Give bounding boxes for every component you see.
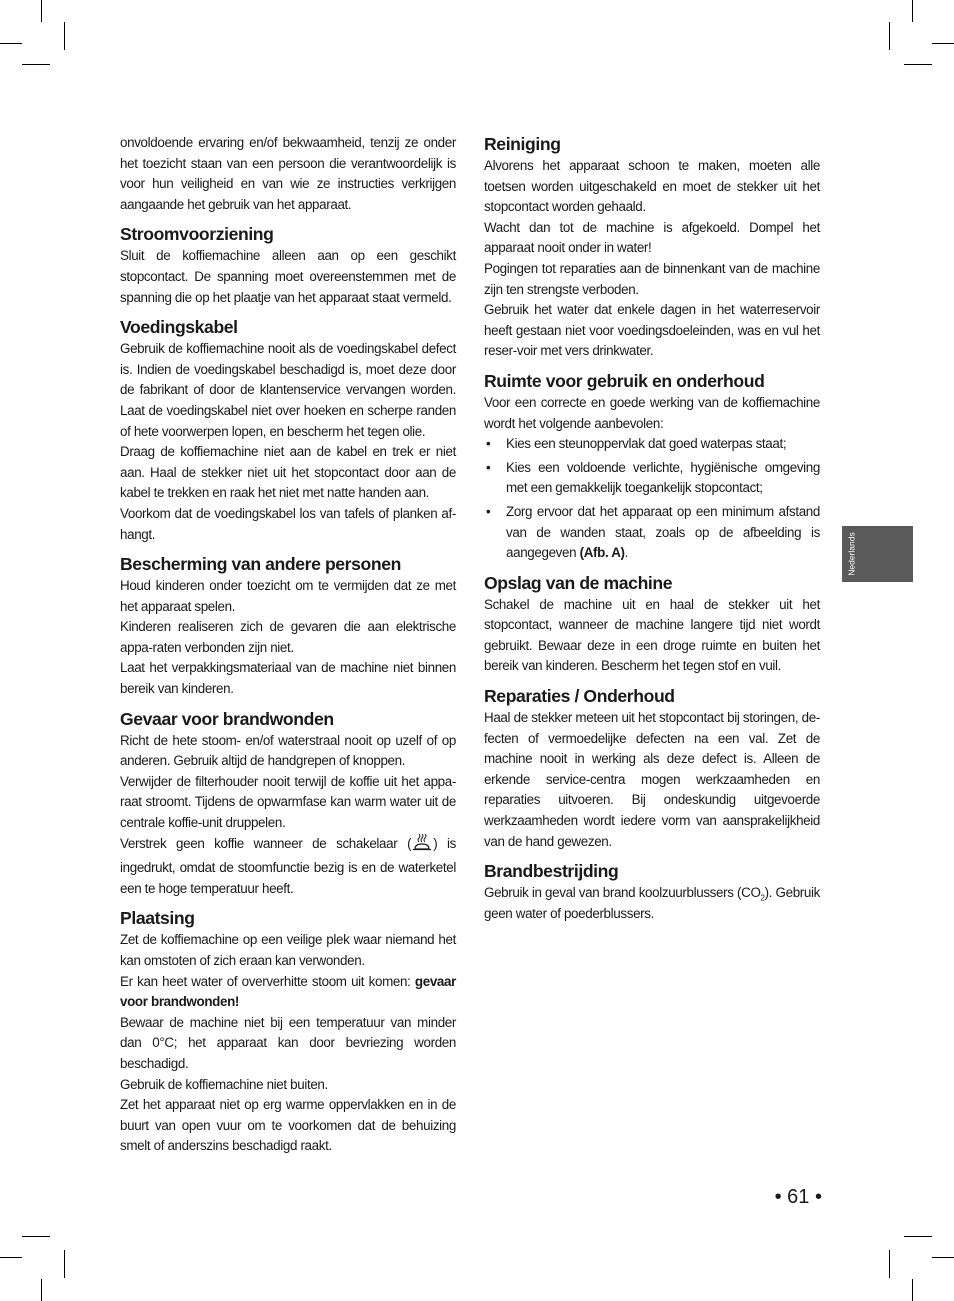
language-tab-label [842,526,862,582]
text-segment: ). Gebruik geen water of poederblussers. [484,885,820,921]
crop-mark [889,1250,890,1278]
text-segment: ) is ingedrukt, omdat de stoomfunctie bezig is en de waterketel een te hoge temperatuur heeft. [120,835,456,896]
crop-mark [64,22,65,50]
heading-brandbestrijding: Brandbestrijding [484,861,619,882]
paragraph-warning [120,972,456,1013]
list-item-text: Kies een steunoppervlak dat goed waterpas staat; [506,436,787,452]
crop-mark [22,64,50,65]
heading-voedingskabel: Voedingskabel [120,317,238,338]
heading-stroomvoorziening: Stroomvoorziening [120,224,274,245]
bullet-mark: • [486,459,491,475]
paragraph: Sluit de koffiemachine alleen aan op een geschikt stopcontact. De spanning moet overeenstemmen met de spanning die op het plaatje van het apparaat staat vermeld. [120,248,456,305]
list-item [484,434,820,455]
paragraph: Bewaar de machine niet bij een temperatuur van minder dan 0°C; het apparaat kan door bevriezing worden beschadigd. [120,1014,456,1071]
left-column [120,133,456,1157]
text-segment: Er kan heet water of oververhitte stoom uit komen: [120,973,415,989]
bullet-list [484,434,820,564]
paragraph: Haal de stekker meteen uit het stopcontact bij storingen, de-fecten of vermoedelijke defecten na een val. Zet de machine nooit in werking als deze defect is. Alleen de erkende service-centra mogen werkzaamheden en reparaties uitvoeren. Bij ondeskundig uitgevoerde werkzaamheden wordt iedere vorm van aansprakelijkheid van de hand gewezen. [484,710,820,849]
heading-opslag: Opslag van de machine [484,572,673,593]
heading-gevaar-brandwonden: Gevaar voor brandwonden [120,708,334,729]
list-item [484,458,820,499]
crop-mark [932,43,954,44]
paragraph-steam-warning [120,834,456,900]
heading-bescherming: Bescherming van andere personen [120,554,401,575]
heading-plaatsing: Plaatsing [120,908,195,929]
paragraph [484,883,820,924]
crop-mark [22,1236,50,1237]
bullet-mark: • [486,436,491,452]
list-item [484,502,820,564]
bullet-mark: • [486,503,491,519]
paragraph: Wacht dan tot de machine is afgekoeld. Dompel het apparaat nooit onder in water! [484,219,820,256]
intro-paragraph: onvoldoende ervaring en/of bekwaamheid, tenzij ze onder het toezicht staan van een persoon die verantwoordelijk is voor hun veiligheid en van wie ze instructies verkrijgen aangaande het gebruik van het apparaat. [120,135,456,212]
crop-mark [889,22,890,50]
paragraph: Zet de koffiemachine op een veilige plek waar niemand het kan omstoten of zich eraan kan verwonden. [120,932,456,968]
paragraph: Gebruik het water dat enkele dagen in het waterreservoir heeft gestaan niet voor voedingsdoeleinden, was en vul het reser-voir met vers drinkwater. [484,302,820,359]
paragraph: Laat het verpakkingsmateriaal van de machine niet binnen bereik van kinderen. [120,660,456,697]
crop-mark [0,1257,22,1258]
crop-mark [912,1279,913,1301]
steam-icon [411,834,433,859]
language-tab-text: Nederlands [847,532,858,576]
page-number: • 61 • [774,1186,822,1208]
subscript: 2 [760,893,765,903]
heading-reiniging: Reiniging [484,134,561,154]
crop-mark [41,1279,42,1301]
crop-mark [0,43,22,44]
right-column [484,133,820,924]
crop-mark [41,0,42,22]
paragraph: Draag de koffiemachine niet aan de kabel en trek er niet aan. Haal de stekker niet uit het stopcontact door aan de kabel te trekken en raak het niet met natte handen aan. [120,444,456,501]
crop-mark [932,1257,954,1258]
paragraph: Pogingen tot reparaties aan de binnenkant van de machine zijn ten strengste verboden. [484,260,820,297]
bold-warning: gevaar voor brandwonden! [120,973,456,1010]
paragraph: Kinderen realiseren zich de gevaren die aan elektrische appa-raten verbonden zijn niet. [120,619,456,655]
paragraph: Verwijder de filterhouder nooit terwijl de koffie uit het appa-raat stroomt. Tijdens de opwarmfase kan warm water uit de centrale koffie-unit druppelen. [120,773,456,831]
paragraph: Houd kinderen onder toezicht om te vermijden dat ze met het apparaat spelen. [120,578,456,614]
paragraph: Alvorens het apparaat schoon te maken, moeten alle toetsen worden uitgeschakeld en moet de stekker uit het stopcontact worden gehaald. [484,158,820,215]
figure-reference: (Afb. A) [579,545,625,561]
paragraph: Richt de hete stoom- en/of waterstraal nooit op uzelf of op anderen. Gebruik altijd de handgrepen of knoppen. [120,732,456,769]
list-item-text: Zorg ervoor dat het apparaat op een minimum afstand van de wanden staat, zoals op de afbeelding is aangegeven [506,503,820,561]
heading-reparaties: Reparaties / Onderhoud [484,686,675,707]
paragraph: Schakel de machine uit en haal de stekker uit het stopcontact, wanneer de machine langere tijd niet wordt gebruikt. Bewaar deze in een droge ruimte en buiten het bereik van kinderen. Bescherm het tegen stof en vuil. [484,596,820,674]
paragraph: Zet het apparaat niet op erg warme oppervlakken en in de buurt van open vuur om te voorkomen dat de behuizing smelt of anderszins beschadigd raakt. [120,1097,456,1154]
heading-ruimte: Ruimte voor gebruik en onderhoud [484,370,765,391]
paragraph: Gebruik de koffiemachine nooit als de voedingskabel defect is. Indien de voedingskabel beschadigd is, moet deze door de fabrikant of door de klantenservice vervangen worden. Laat de voedingskabel niet over hoeken en scherpe randen of hete voorwerpen lopen, en bescherm het tegen olie. [120,341,456,439]
paragraph: Voorkom dat de voedingskabel los van tafels of planken af-hangt. [120,505,456,542]
text-segment: Verstrek geen koffie wanneer de schakelaar ( [120,835,412,851]
list-item-text: Kies een voldoende verlichte, hygiënische omgeving met een gemakkelijk toegankelijk stopcontact; [506,459,820,496]
text-segment: Gebruik in geval van brand koolzuurblussers (CO [484,885,761,901]
crop-mark [64,1250,65,1278]
crop-mark [904,64,932,65]
paragraph: Voor een correcte en goede werking van de koffiemachine wordt het volgende aanbevolen: [484,394,820,431]
text-segment: . [624,545,629,561]
crop-mark [904,1236,932,1237]
paragraph: Gebruik de koffiemachine niet buiten. [120,1076,328,1092]
crop-mark [912,0,913,22]
